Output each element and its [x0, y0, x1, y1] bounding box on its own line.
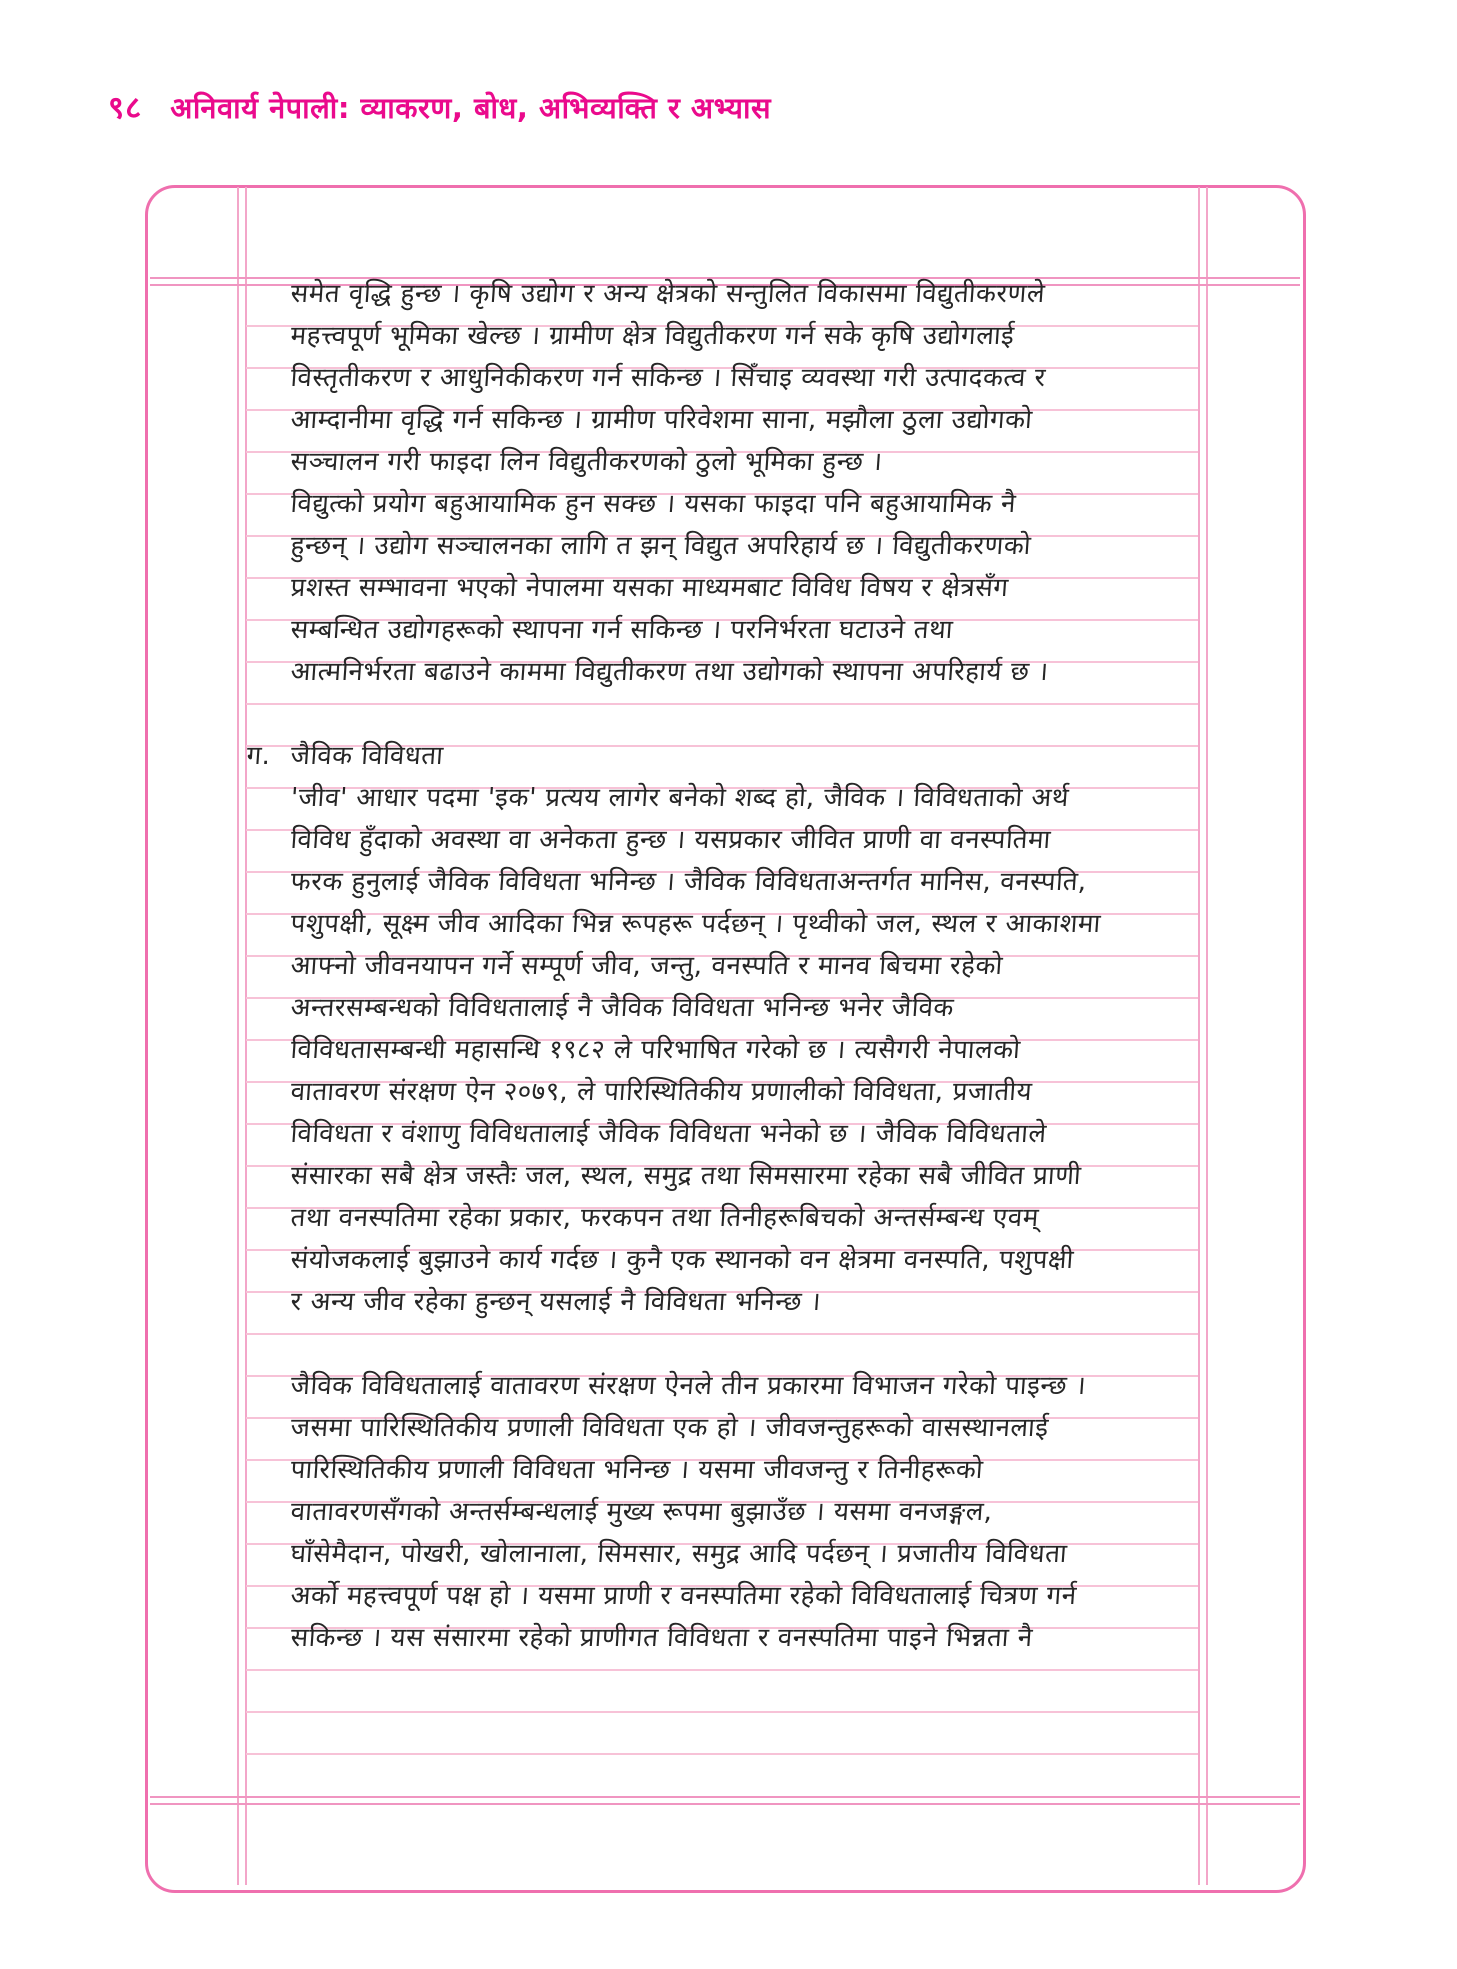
page-number: ९८: [108, 90, 143, 126]
right-margin-line-inner: [1198, 187, 1200, 1885]
handwritten-line: [289, 1158, 1082, 1194]
handwritten-line: [289, 1410, 1049, 1446]
right-margin-line-outer: [1206, 187, 1208, 1885]
line-text: आत्मनिर्भरता बढाउने काममा विद्युतीकरण तथा उद्योगको स्थापना अपरिहार्य छ ।: [289, 657, 1050, 687]
line-text: फरक हुनुलाई जैविक विविधता भनिन्छ । जैविक विविधताअन्तर्गत मानिस, वनस्पति,: [289, 867, 1088, 897]
line-text: संयोजकलाई बुझाउने कार्य गर्दछ । कुनै एक स्थानको वन क्षेत्रमा वनस्पति, पशुपक्षी: [289, 1245, 1075, 1275]
handwritten-line: [289, 1368, 1087, 1404]
line-text: अर्को महत्त्वपूर्ण पक्ष हो । यसमा प्राणी र वनस्पतिमा रहेको विविधतालाई चित्रण गर्न: [289, 1581, 1078, 1611]
line-text: हुन्छन् । उद्योग सञ्चालनका लागि त झन् विद्युत अपरिहार्य छ । विद्युतीकरणको: [289, 531, 1033, 561]
line-text: विविध हुँदाको अवस्था वा अनेकता हुन्छ । यसप्रकार जीवित प्राणी वा वनस्पतिमा: [289, 825, 1052, 855]
left-margin-line-outer: [237, 187, 239, 1885]
ruled-line: [246, 703, 1198, 705]
line-text: तथा वनस्पतिमा रहेका प्रकार, फरकपन तथा तिनीहरूबिचको अन्तर्सम्बन्ध एवम्: [289, 1203, 1040, 1233]
handwritten-line: [289, 1494, 993, 1530]
handwritten-line: [289, 1032, 1021, 1068]
handwritten-line: [289, 1452, 984, 1488]
line-text: जसमा पारिस्थितिकीय प्रणाली विविधता एक हो । जीवजन्तुहरूको वासस्थानलाई: [289, 1413, 1050, 1443]
handwritten-line: [289, 654, 1049, 690]
handwritten-line: [289, 864, 1088, 900]
line-text: आफ्नो जीवनयापन गर्ने सम्पूर्ण जीव, जन्तु, वनस्पति र मानव बिचमा रहेको: [289, 951, 1004, 981]
line-text: विविधतासम्बन्धी महासन्धि १९८२ ले परिभाषित गरेको छ । त्यसैगरी नेपालको: [289, 1035, 1022, 1065]
handwritten-line: [289, 612, 954, 648]
line-text: पशुपक्षी, सूक्ष्म जीव आदिका भिन्न रूपहरू पर्दछन् । पृथ्वीको जल, स्थल र आकाशमा: [289, 909, 1102, 939]
handwritten-line: [289, 990, 955, 1026]
line-text: प्रशस्त सम्भावना भएको नेपालमा यसका माध्यमबाट विविध विषय र क्षेत्रसँग: [289, 573, 1010, 603]
handwritten-line: [289, 318, 1015, 354]
handwritten-line: [289, 444, 883, 480]
line-text: सम्बन्धित उद्योगहरूको स्थापना गर्न सकिन्छ । परनिर्भरता घटाउने तथा: [289, 615, 955, 645]
line-text: जैविक विविधतालाई वातावरण संरक्षण ऐनले तीन प्रकारमा विभाजन गरेको पाइन्छ ।: [289, 1371, 1088, 1401]
handwritten-line: [289, 1284, 822, 1320]
ruled-line: [246, 1753, 1198, 1755]
bottom-margin-line-lower: [150, 1803, 1300, 1805]
ruled-line: [246, 1711, 1198, 1713]
section-marker: ग.: [245, 741, 272, 771]
line-text: सकिन्छ । यस संसारमा रहेको प्राणीगत विविधता र वनस्पतिमा पाइने भिन्नता नै: [289, 1623, 1034, 1653]
line-text: विविधता र वंशाणु विविधतालाई जैविक विविधता भनेको छ । जैविक विविधताले: [289, 1119, 1048, 1149]
handwritten-line: [289, 822, 1052, 858]
page-header: [108, 86, 771, 128]
handwritten-line: [289, 1242, 1075, 1278]
handwritten-line: [289, 486, 1017, 522]
handwritten-line: [289, 570, 1009, 606]
line-text: अन्तरसम्बन्धको विविधतालाई नै जैविक विविधता भनिन्छ भनेर जैविक: [289, 993, 955, 1023]
ruled-line: [246, 1333, 1198, 1335]
handwritten-line: [289, 948, 1004, 984]
line-text: जैविक विविधता: [289, 741, 445, 771]
ruled-line: [246, 1669, 1198, 1671]
handwritten-line: [289, 1074, 1033, 1110]
book-title: अनिवार्य नेपाली: व्याकरण, बोध, अभिव्यक्ति र अभ्यास: [170, 91, 772, 125]
line-text: वातावरणसँगको अन्तर्सम्बन्धलाई मुख्य रूपमा बुझाउँछ । यसमा वनजङ्गल,: [289, 1497, 994, 1527]
line-text: र अन्य जीव रहेका हुन्छन् यसलाई नै विविधता भनिन्छ ।: [289, 1287, 823, 1317]
line-text: महत्त्वपूर्ण भूमिका खेल्छ । ग्रामीण क्षेत्र विद्युतीकरण गर्न सके कृषि उद्योगलाई: [289, 321, 1016, 351]
bottom-margin-line-upper: [150, 1796, 1300, 1798]
line-text: समेत वृद्धि हुन्छ । कृषि उद्योग र अन्य क्षेत्रको सन्तुलित विकासमा विद्युतीकरणले: [289, 279, 1047, 309]
line-text: संसारका सबै क्षेत्र जस्तैः जल, स्थल, समुद्र तथा सिमसारमा रहेका सबै जीवित प्राणी: [289, 1161, 1083, 1191]
line-text: विस्तृतीकरण र आधुनिकीकरण गर्न सकिन्छ । सिँचाइ व्यवस्था गरी उत्पादकत्व र: [289, 363, 1047, 393]
line-text: वातावरण संरक्षण ऐन २०७९, ले पारिस्थितिकीय प्रणालीको विविधता, प्रजातीय: [289, 1077, 1034, 1107]
handwritten-line: [289, 780, 1070, 816]
handwritten-line: [289, 276, 1046, 312]
handwritten-line: [289, 360, 1047, 396]
line-text: घाँसेमैदान, पोखरी, खोलानाला, सिमसार, समुद्र आदि पर्दछन् । प्रजातीय विविधता: [289, 1539, 1069, 1569]
handwritten-line: [289, 528, 1032, 564]
line-text: विद्युत्को प्रयोग बहुआयामिक हुन सक्छ । यसका फाइदा पनि बहुआयामिक नै: [289, 489, 1018, 519]
left-margin-line-inner: [245, 187, 247, 1885]
section-heading-row: [245, 738, 444, 774]
handwritten-line: [289, 906, 1102, 942]
handwritten-line: [289, 1620, 1034, 1656]
handwritten-line: [289, 1578, 1077, 1614]
line-text: पारिस्थितिकीय प्रणाली विविधता भनिन्छ । यसमा जीवजन्तु र तिनीहरूको: [289, 1455, 985, 1485]
line-text: आम्दानीमा वृद्धि गर्न सकिन्छ । ग्रामीण परिवेशमा साना, मझौला ठुला उद्योगको: [289, 405, 1034, 435]
handwritten-line: [289, 1116, 1047, 1152]
handwritten-line: [289, 1200, 1040, 1236]
line-text: सञ्चालन गरी फाइदा लिन विद्युतीकरणको ठुलो भूमिका हुन्छ ।: [289, 447, 884, 477]
handwritten-line: [289, 1536, 1068, 1572]
handwritten-line: [289, 402, 1033, 438]
line-text: 'जीव' आधार पदमा 'इक' प्रत्यय लागेर बनेको शब्द हो, जैविक । विविधताको अर्थ: [289, 783, 1071, 813]
